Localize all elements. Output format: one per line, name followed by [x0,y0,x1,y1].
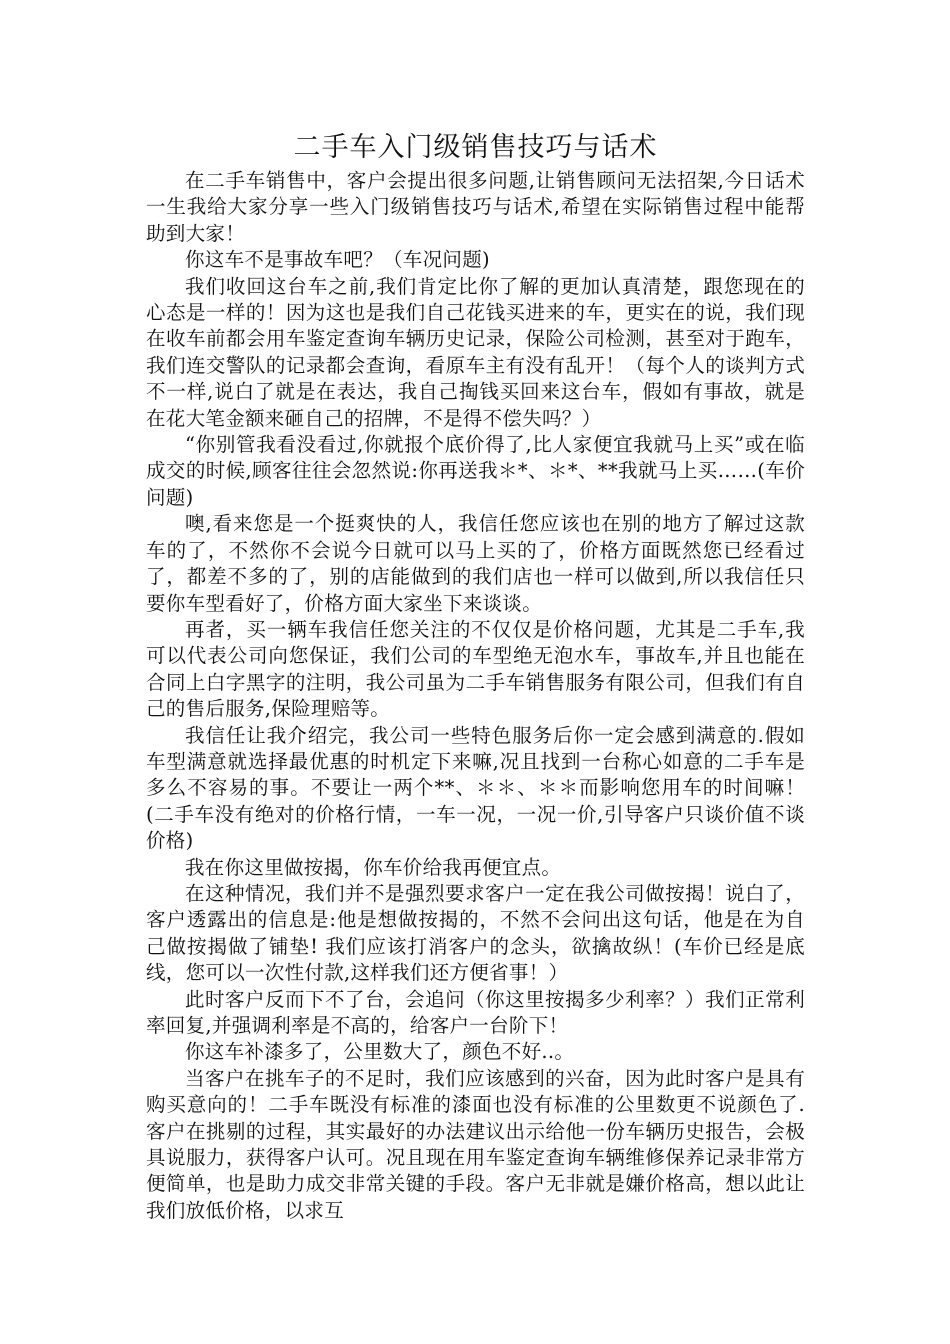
paragraph: 在这种情况，我们并不是强烈要求客户一定在我公司做按揭！说白了，客户透露出的信息是:他是想做按揭的，不然不会问出这句话，他是在为自己做按揭做了铺垫! 我们应该打消客户的念头，欲擒故纵！(车价已经是底线，您可以一次性付款,这样我们还方便省事！） [146,881,805,985]
document-title: 二手车入门级销售技巧与话术 [293,132,658,163]
paragraph: 我在你这里做按揭，你车价给我再便宜点。 [185,855,562,879]
paragraph: 噢,看来您是一个挺爽快的人，我信任您应该也在别的地方了解过这款车的了，不然你不会说今日就可以马上买的了，价格方面既然您已经看过了，都差不多的了，别的店能做到的我们店也一样可以做到,所以我信任只要你车型看好了，价格方面大家坐下来谈谈。 [146,512,805,615]
document-page [146,128,805,1224]
paragraph: 在二手车销售中，客户会提出很多问题,让销售顾问无法招架,今日话术一生我给大家分享一些入门级销售技巧与话术,希望在实际销售过程中能帮助到大家！ [146,169,805,245]
paragraph: 你这车不是事故车吧？（车况问题) [185,248,490,272]
paragraph: 我信任让我介绍完，我公司一些特色服务后你一定会感到满意的.假如车型满意就选择最优惠的时机定下来嘛,况且找到一台称心如意的二手车是多么不容易的事。不要让一两个**、＊＊、＊＊而影响您用车的时间嘛！(二手车没有绝对的价格行情，一车一况，一况一价,引导客户只谈价值不谈价格) [146,723,805,853]
document-body [146,168,805,1224]
paragraph: 你这车补漆多了，公里数大了，颜色不好..。 [185,1040,575,1064]
paragraph: 我们收回这台车之前,我们肯定比你了解的更加认真清楚，跟您现在的心态是一样的！因为这也是我们自己花钱买进来的车，更实在的说，我们现在收车前都会用车鉴定查询车辆历史记录，保险公司检测，甚至对于跑车，我们连交警队的记录都会查询，看原车主有没有乱开！（每个人的谈判方式不一样,说白了就是在表达，我自己掏钱买回来这台车，假如有事故，就是在花大笔金额来砸自己的招牌，不是得不偿失吗？） [146,274,805,430]
paragraph: 当客户在挑车子的不足时，我们应该感到的兴奋，因为此时客户是具有购买意向的！二手车既没有标准的漆面也没有标准的公里数更不说颜色了.客户在挑剔的过程，其实最好的办法建议出示给他一份车辆历史报告，会极具说服力，获得客户认可。况且现在用车鉴定查询车辆维修保养记录非常方便简单，也是助力成交非常关键的手段。客户无非就是嫌价格高，想以此让我们放低价格，以求互 [146,1066,805,1222]
paragraph: “你别管我看没看过,你就报个底价得了,比人家便宜我就马上买”或在临成交的时候,顾客往往会忽然说:你再送我＊*、＊*、**我就马上买……(车价问题) [146,433,805,509]
paragraph: 再者，买一辆车我信任您关注的不仅仅是价格问题，尤其是二手车,我可以代表公司向您保证，我们公司的车型绝无泡水车，事故车,并且也能在合同上白字黑字的注明，我公司虽为二手车销售服务有限公司，但我们有自己的售后服务,保险理赔等。 [146,617,805,721]
paragraph: 此时客户反而下不了台，会追问（你这里按揭多少利率？）我们正常利率回复,并强调利率是不高的，给客户一台阶下！ [146,987,805,1037]
